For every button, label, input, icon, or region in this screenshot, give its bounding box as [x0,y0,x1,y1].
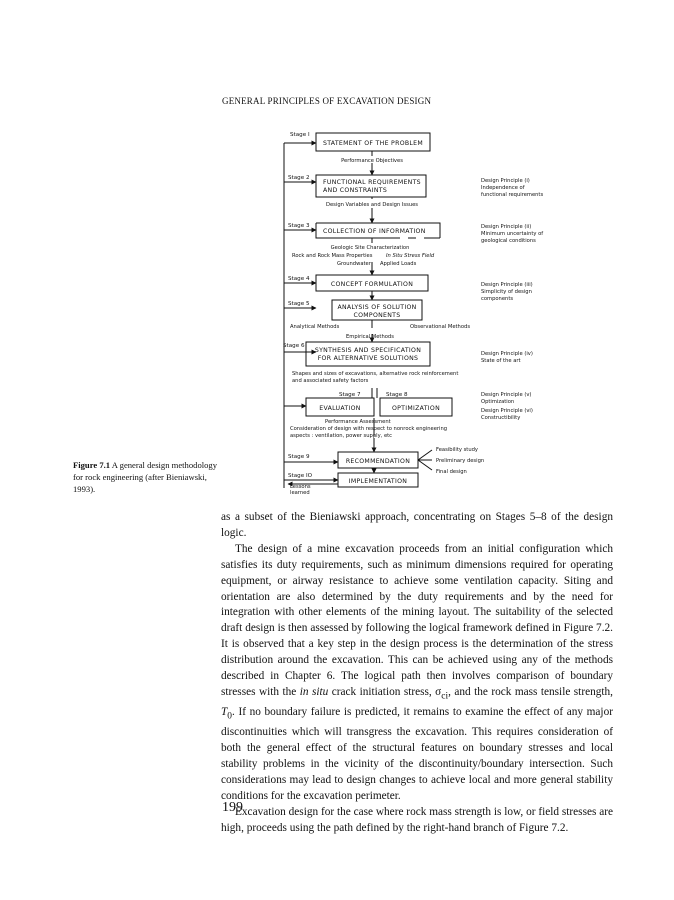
principle-4-line2: State of the art [481,358,521,364]
stage-5-label: Stage 5 [288,301,310,307]
paragraph-1: as a subset of the Bieniawski approach, concentrating on Stages 5–8 of the design logic. [221,511,613,539]
box-6-text-b: FOR ALTERNATIVE SOLUTIONS [317,355,419,362]
principle-6-title: Design Principle (vi) [481,408,533,414]
principle-2-line2: Minimum uncertainty of [481,231,544,237]
box-2-text-a: FUNCTIONAL REQUIREMENTS [323,179,421,186]
shapes-label-1: Shapes and sizes of excavations, alternative rock reinforcement [292,371,459,377]
consideration-label-2: aspects : ventilation, power supply, etc [290,433,393,439]
figure-caption-label: Figure 7.1 [73,460,111,470]
principle-3-line2: Simplicity of design [481,289,532,295]
analytical-methods-label: Analytical Methods [290,324,340,330]
box-1-text: STATEMENT OF THE PROBLEM [322,140,424,147]
stage-4-label: Stage 4 [288,276,310,282]
box-3-text: COLLECTION OF INFORMATION [323,228,426,235]
stage-6-label: Stage 6 [283,343,305,349]
applied-loads-label: Applied Loads [380,261,417,267]
box-synthesis [306,342,430,366]
figure-caption-text: A general design methodology for rock engineering (after Bieniawski, 1993). [73,460,218,494]
box-10-text: IMPLEMENTATION [348,478,408,485]
box-2-text-b: AND CONSTRAINTS [323,187,388,194]
observational-methods-label: Observational Methods [410,324,471,330]
box-5-text-b: COMPONENTS [353,312,401,319]
principle-1-title: Design Principle (i) [481,178,530,184]
empirical-methods-label: Empirical Methods [346,334,394,340]
figure-caption [73,459,221,495]
body-text [221,510,613,837]
stage-2-label: Stage 2 [288,175,310,181]
principle-1-line2: Independence of [481,185,525,191]
principle-3-title: Design Principle (iii) [481,282,533,288]
paragraph-3: Excavation design for the case where rock mass strength is low, or field stresses are high, proceeds using the path defined by the right-hand branch of Figure 7.2. [221,805,613,834]
box-8-text: OPTIMIZATION [391,405,441,412]
stage-3-label: Stage 3 [288,223,310,229]
box-7-text: EVALUATION [319,405,361,412]
box-4-text: CONCEPT FORMULATION [330,281,414,288]
stage-7-label: Stage 7 [339,392,361,398]
paragraph-2: The design of a mine excavation proceeds from an initial configuration which satisfies its duty requirements, such as minimum dimensions required for operating equipment, or airway resistance to achieve some ventilation capacity. Siting and orientation are also determined by the duty requirements and by the need for integration with other elements of the mining layout. The suitability of the selected draft design is then assessed by following the logical framework defined in Figure 7.2. It is observed that a key step in the design process is the determination of the stress distribution around the excavation. This can be achieved using any of the methods described in Chapter 6. The logical path then involves comparison of boundary stresses with the in situ crack initiation stress, $\sigma_{ci}$, and the rock mass tensile strength, $T_0$. If no boundary failure is predicted, it remains to examine the effect of any major discontinuities which will transgress the excavation. This requires consideration of both the general effect of the structural features on boundary stresses and local stability problems in the vicinity of the discontinuity/boundary intersection. Such considerations may lead to design changes to achieve local and more general stability conditions for the excavation perimeter. [221,542,614,802]
in-situ-stress-label: In Situ Stress Field [386,253,435,259]
performance-objectives-label: Performance Objectives [341,158,403,164]
box-6-text-a: SYNTHESIS AND SPECIFICATION [314,347,422,354]
box-9-text: RECOMMENDATION [345,458,411,465]
performance-assessment-label: Performance Assessment [325,419,391,425]
preliminary-design-label: Preliminary design [436,458,485,464]
consideration-label-1: Consideration of design with respect to nonrock engineering [290,426,448,432]
principle-3-line3: components [481,296,514,302]
rock-mass-properties-label: Rock and Rock Mass Properties [292,253,373,259]
feasibility-study-label: Feasibility study [436,447,478,453]
principle-4-title: Design Principle (iv) [481,351,533,357]
principle-1-line3: functional requirements [481,192,544,198]
geologic-site-label: Geologic Site Characterization [330,245,410,251]
design-variables-label: Design Variables and Design Issues [326,202,418,208]
groundwater-label: Groundwater [337,261,371,267]
final-design-label: Final design [436,469,467,475]
principle-6-line2: Constructibility [481,415,521,421]
principle-2-line3: geological conditions [481,238,536,244]
principle-2-title: Design Principle (ii) [481,224,532,230]
principle-5-title: Design Principle (v) [481,392,532,398]
stage-9-label: Stage 9 [288,454,310,460]
box-5-text-a: ANALYSIS OF SOLUTION [337,304,417,311]
shapes-label-2: and associated safety factors [292,378,369,384]
stage-10-label: Stage IO [288,473,312,479]
lessons-label-2: learned [290,490,310,496]
stage-1-label: Stage I [290,132,310,138]
lessons-label-1: Lessons [290,484,311,490]
page-number: 199 [222,800,243,815]
principle-5-line2: Optimization [481,399,515,405]
stage-8-label: Stage 8 [386,392,408,398]
running-header: GENERAL PRINCIPLES OF EXCAVATION DESIGN [222,96,432,106]
